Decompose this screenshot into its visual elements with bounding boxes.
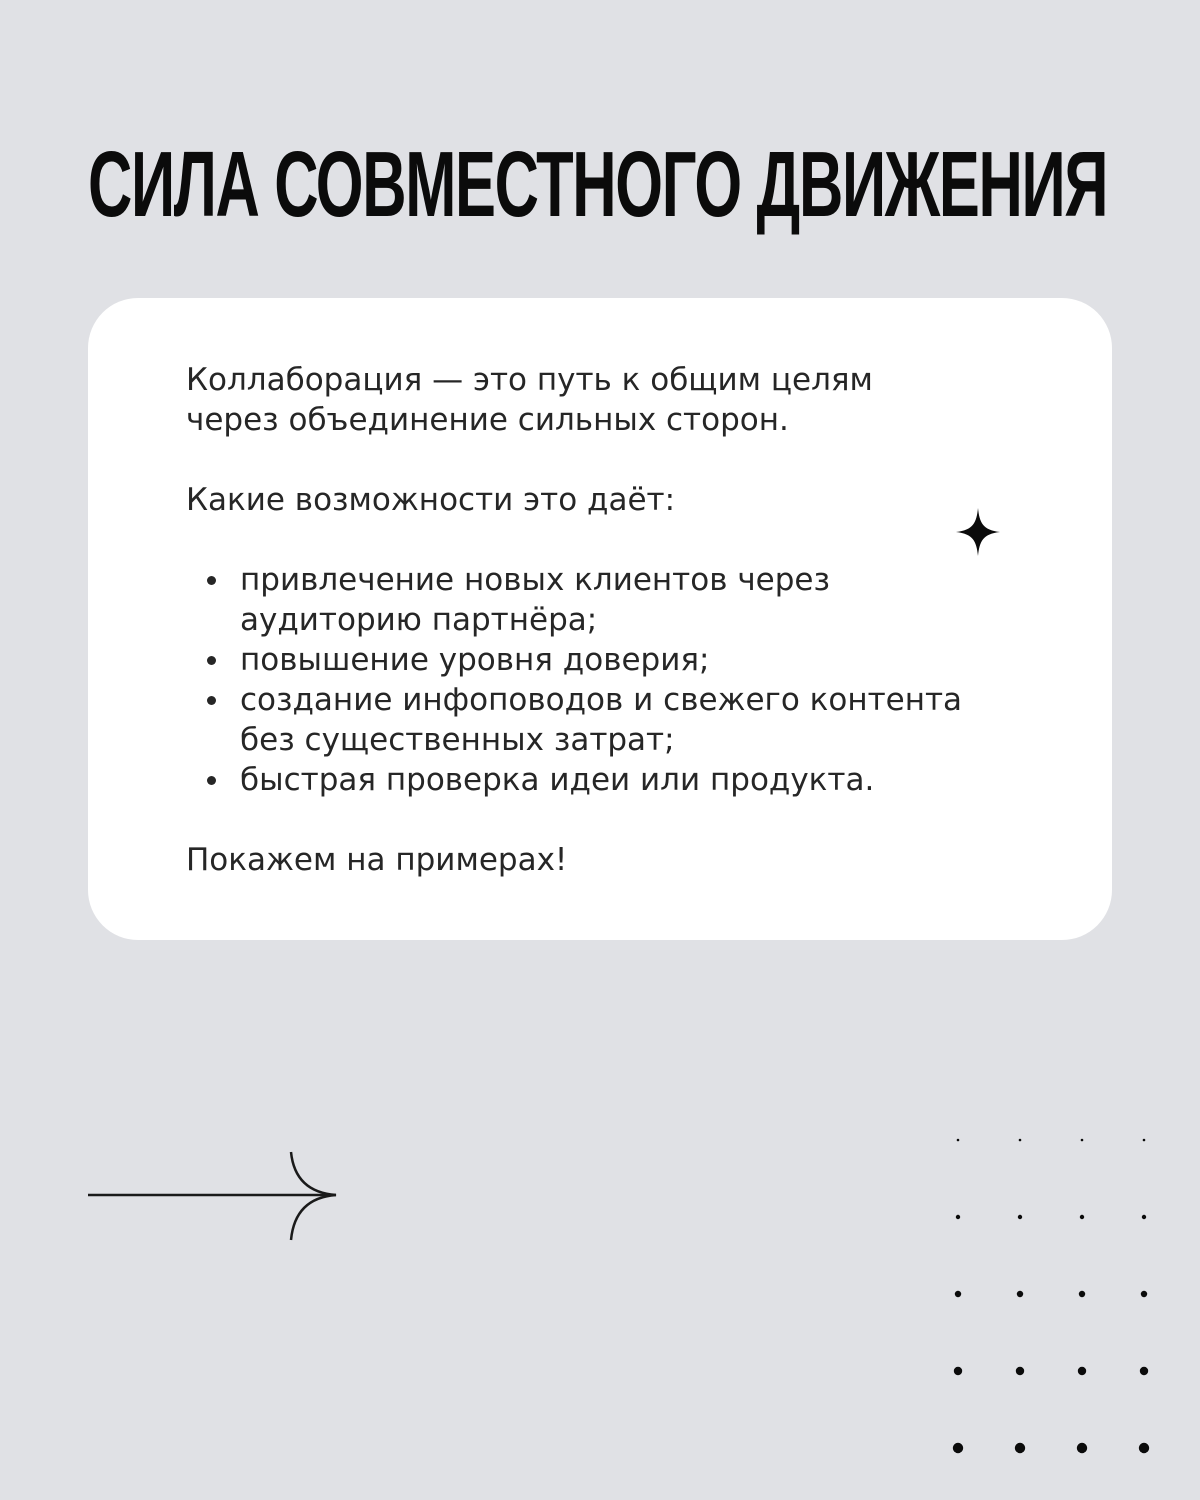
grid-dot bbox=[1017, 1291, 1023, 1297]
grid-dot bbox=[1143, 1139, 1146, 1142]
list-item: повышение уровня доверия; bbox=[186, 640, 966, 680]
grid-dot bbox=[1015, 1443, 1025, 1453]
list-item: быстрая проверка идеи или продукта. bbox=[186, 760, 966, 800]
outro-text: Покажем на примерах! bbox=[186, 842, 568, 878]
grid-dot bbox=[1139, 1443, 1149, 1453]
arrow-right-icon[interactable] bbox=[88, 1150, 340, 1242]
grid-dot bbox=[1141, 1291, 1147, 1297]
grid-dot bbox=[955, 1291, 961, 1297]
grid-dot bbox=[957, 1139, 960, 1142]
dot-grid-icon bbox=[940, 1122, 1180, 1482]
grid-dot bbox=[956, 1215, 960, 1219]
page-title: СИЛА СОВМЕСТНОГО ДВИЖЕНИЯ bbox=[88, 132, 1108, 236]
grid-dot bbox=[1080, 1215, 1084, 1219]
intro-text: Коллаборация — это путь к общим целям через объединение сильных сторон. bbox=[186, 362, 873, 438]
list-item: привлечение новых клиентов через аудиторию партнёра; bbox=[186, 560, 966, 640]
grid-dot bbox=[1019, 1139, 1022, 1142]
benefits-list bbox=[186, 560, 966, 800]
grid-dot bbox=[1078, 1367, 1086, 1375]
list-item: создание инфоповодов и свежего контента без существенных затрат; bbox=[186, 680, 966, 760]
grid-dot bbox=[1140, 1367, 1148, 1375]
grid-dot bbox=[1079, 1291, 1085, 1297]
grid-dot bbox=[1016, 1367, 1024, 1375]
grid-dot bbox=[1077, 1443, 1087, 1453]
grid-dot bbox=[953, 1443, 963, 1453]
grid-dot bbox=[1081, 1139, 1084, 1142]
grid-dot bbox=[1018, 1215, 1022, 1219]
grid-dot bbox=[954, 1367, 962, 1375]
content-card bbox=[88, 298, 1112, 940]
grid-dot bbox=[1142, 1215, 1146, 1219]
question-text: Какие возможности это даёт: bbox=[186, 482, 676, 518]
sparkle-icon bbox=[956, 508, 1000, 556]
